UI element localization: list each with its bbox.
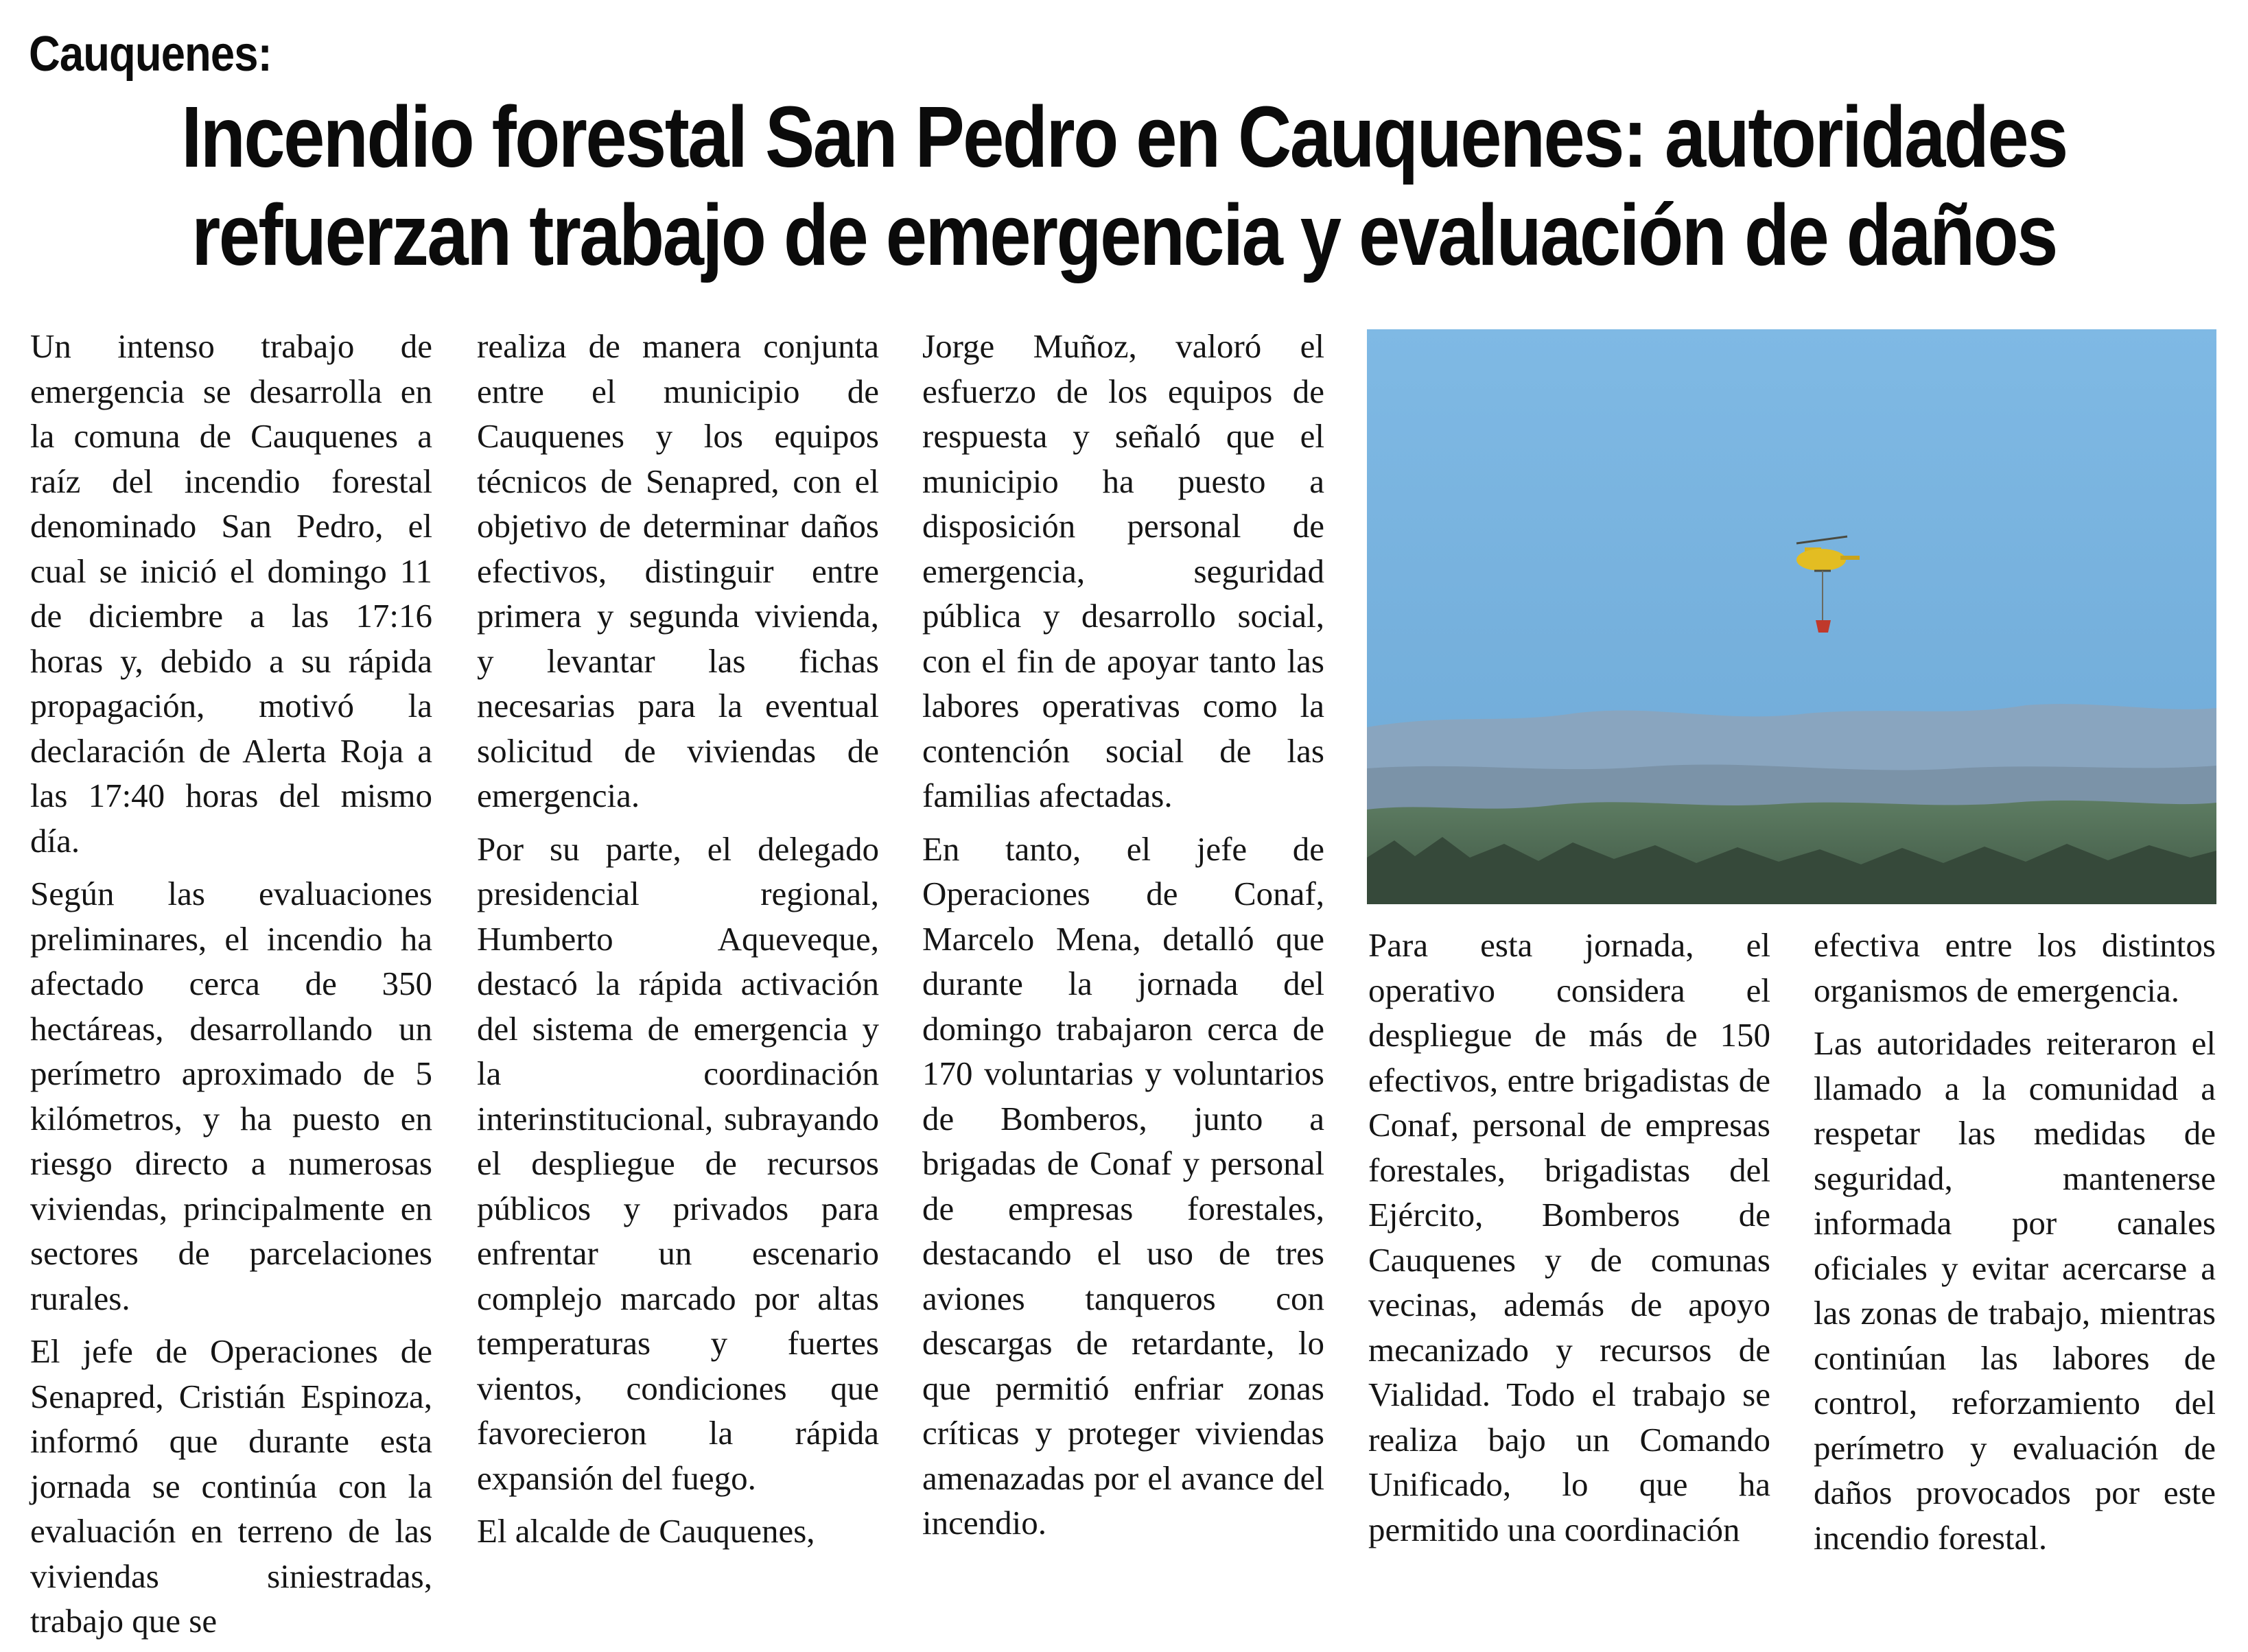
paragraph: efectiva entre los distintos organismos de emergencia.: [1814, 926, 2216, 1009]
paragraph: El alcalde de Cauquenes,: [477, 1512, 815, 1550]
paragraph: Un intenso trabajo de emergencia se desarrolla en la comuna de Cauquenes a raíz del incendio forestal denominado San Pedro, el cual se inició el domingo 11 de diciembre a las 17:16 horas y, debido a su rápida propagación, motivó la declaración de Alerta Roja a las 17:40 horas del mismo día.: [30, 327, 432, 860]
text-column-5: [1814, 923, 2216, 1568]
paragraph: Según las evaluaciones preliminares, el incendio ha afectado cerca de 350 hectáreas, desarrollando un perímetro aproximado de 5 kilómetros, y ha puesto en riesgo directo a numerosas viviendas, principalmente en sectores de parcelaciones rurales.: [30, 875, 432, 1317]
paragraph: Para esta jornada, el operativo considera el despliegue de más de 150 efectivos, entre brigadistas de Conaf, personal de empresas forestales, brigadistas del Ejército, Bomberos de Cauquenes y de comunas vecinas, además de apoyo mecanizado y recursos de Vialidad. Todo el trabajo se realiza bajo un Comando Unificado, lo que ha permitido una coordinación: [1368, 926, 1770, 1548]
text-column-2: [477, 324, 879, 1562]
helicopter-photo: [1367, 329, 2216, 904]
paragraph: Jorge Muñoz, valoró el esfuerzo de los equipos de respuesta y señaló que el municipio ha puesto a disposición personal de emergencia, seguridad pública y desarrollo social, con el fin de apoyar tanto las labores operativas como la contención social de las familias afectadas.: [922, 327, 1324, 814]
headline-line-2: refuerzan trabajo de emergencia y evaluación de daños: [191, 187, 2057, 283]
text-column-3: [922, 324, 1324, 1554]
text-column-1: [30, 324, 432, 1652]
headline: [21, 88, 2227, 284]
text-column-4: [1368, 923, 1770, 1560]
paragraph: Por su parte, el delegado presidencial regional, Humberto Aqueveque, destacó la rápida activación del sistema de emergencia y la coordinación interinstitucional, subrayando el despliegue de recursos públicos y privados para enfrentar un escenario complejo marcado por altas temperaturas y fuertes vientos, condiciones que favorecieron la rápida expansión del fuego.: [477, 829, 879, 1497]
paragraph: En tanto, el jefe de Operaciones de Conaf, Marcelo Mena, detalló que durante la jornada del domingo trabajaron cerca de 170 voluntarias y voluntarios de Bomberos, junto a brigadas de Conaf y personal de empresas forestales, destacando el uso de tres aviones tanqueros con descargas de retardante, lo que permitió enfriar zonas críticas y proteger viviendas amenazadas por el avance del incendio.: [922, 829, 1324, 1542]
paragraph: El jefe de Operaciones de Senapred, Cristián Espinoza, informó que durante esta jornada se continúa con la evaluación en terreno de las viviendas siniestradas, trabajo que se: [30, 1332, 432, 1640]
paragraph: Las autoridades reiteraron el llamado a la comunidad a respetar las medidas de seguridad, mantenerse informada por canales oficiales y evitar acercarse a las zonas de trabajo, mientras continúan las labores de control, reforzamiento del perímetro y evaluación de daños provocados por este incendio forestal.: [1814, 1024, 2216, 1557]
headline-line-1: Incendio forestal San Pedro en Cauquenes: autoridades: [181, 88, 2067, 185]
section-kicker: Cauquenes:: [29, 27, 272, 82]
paragraph: realiza de manera conjunta entre el municipio de Cauquenes y los equipos técnicos de Senapred, con el objetivo de determinar daños efectivos, distinguir entre primera y segunda vivienda, y levantar las fichas necesarias para la eventual solicitud de viviendas de emergencia.: [477, 327, 879, 814]
